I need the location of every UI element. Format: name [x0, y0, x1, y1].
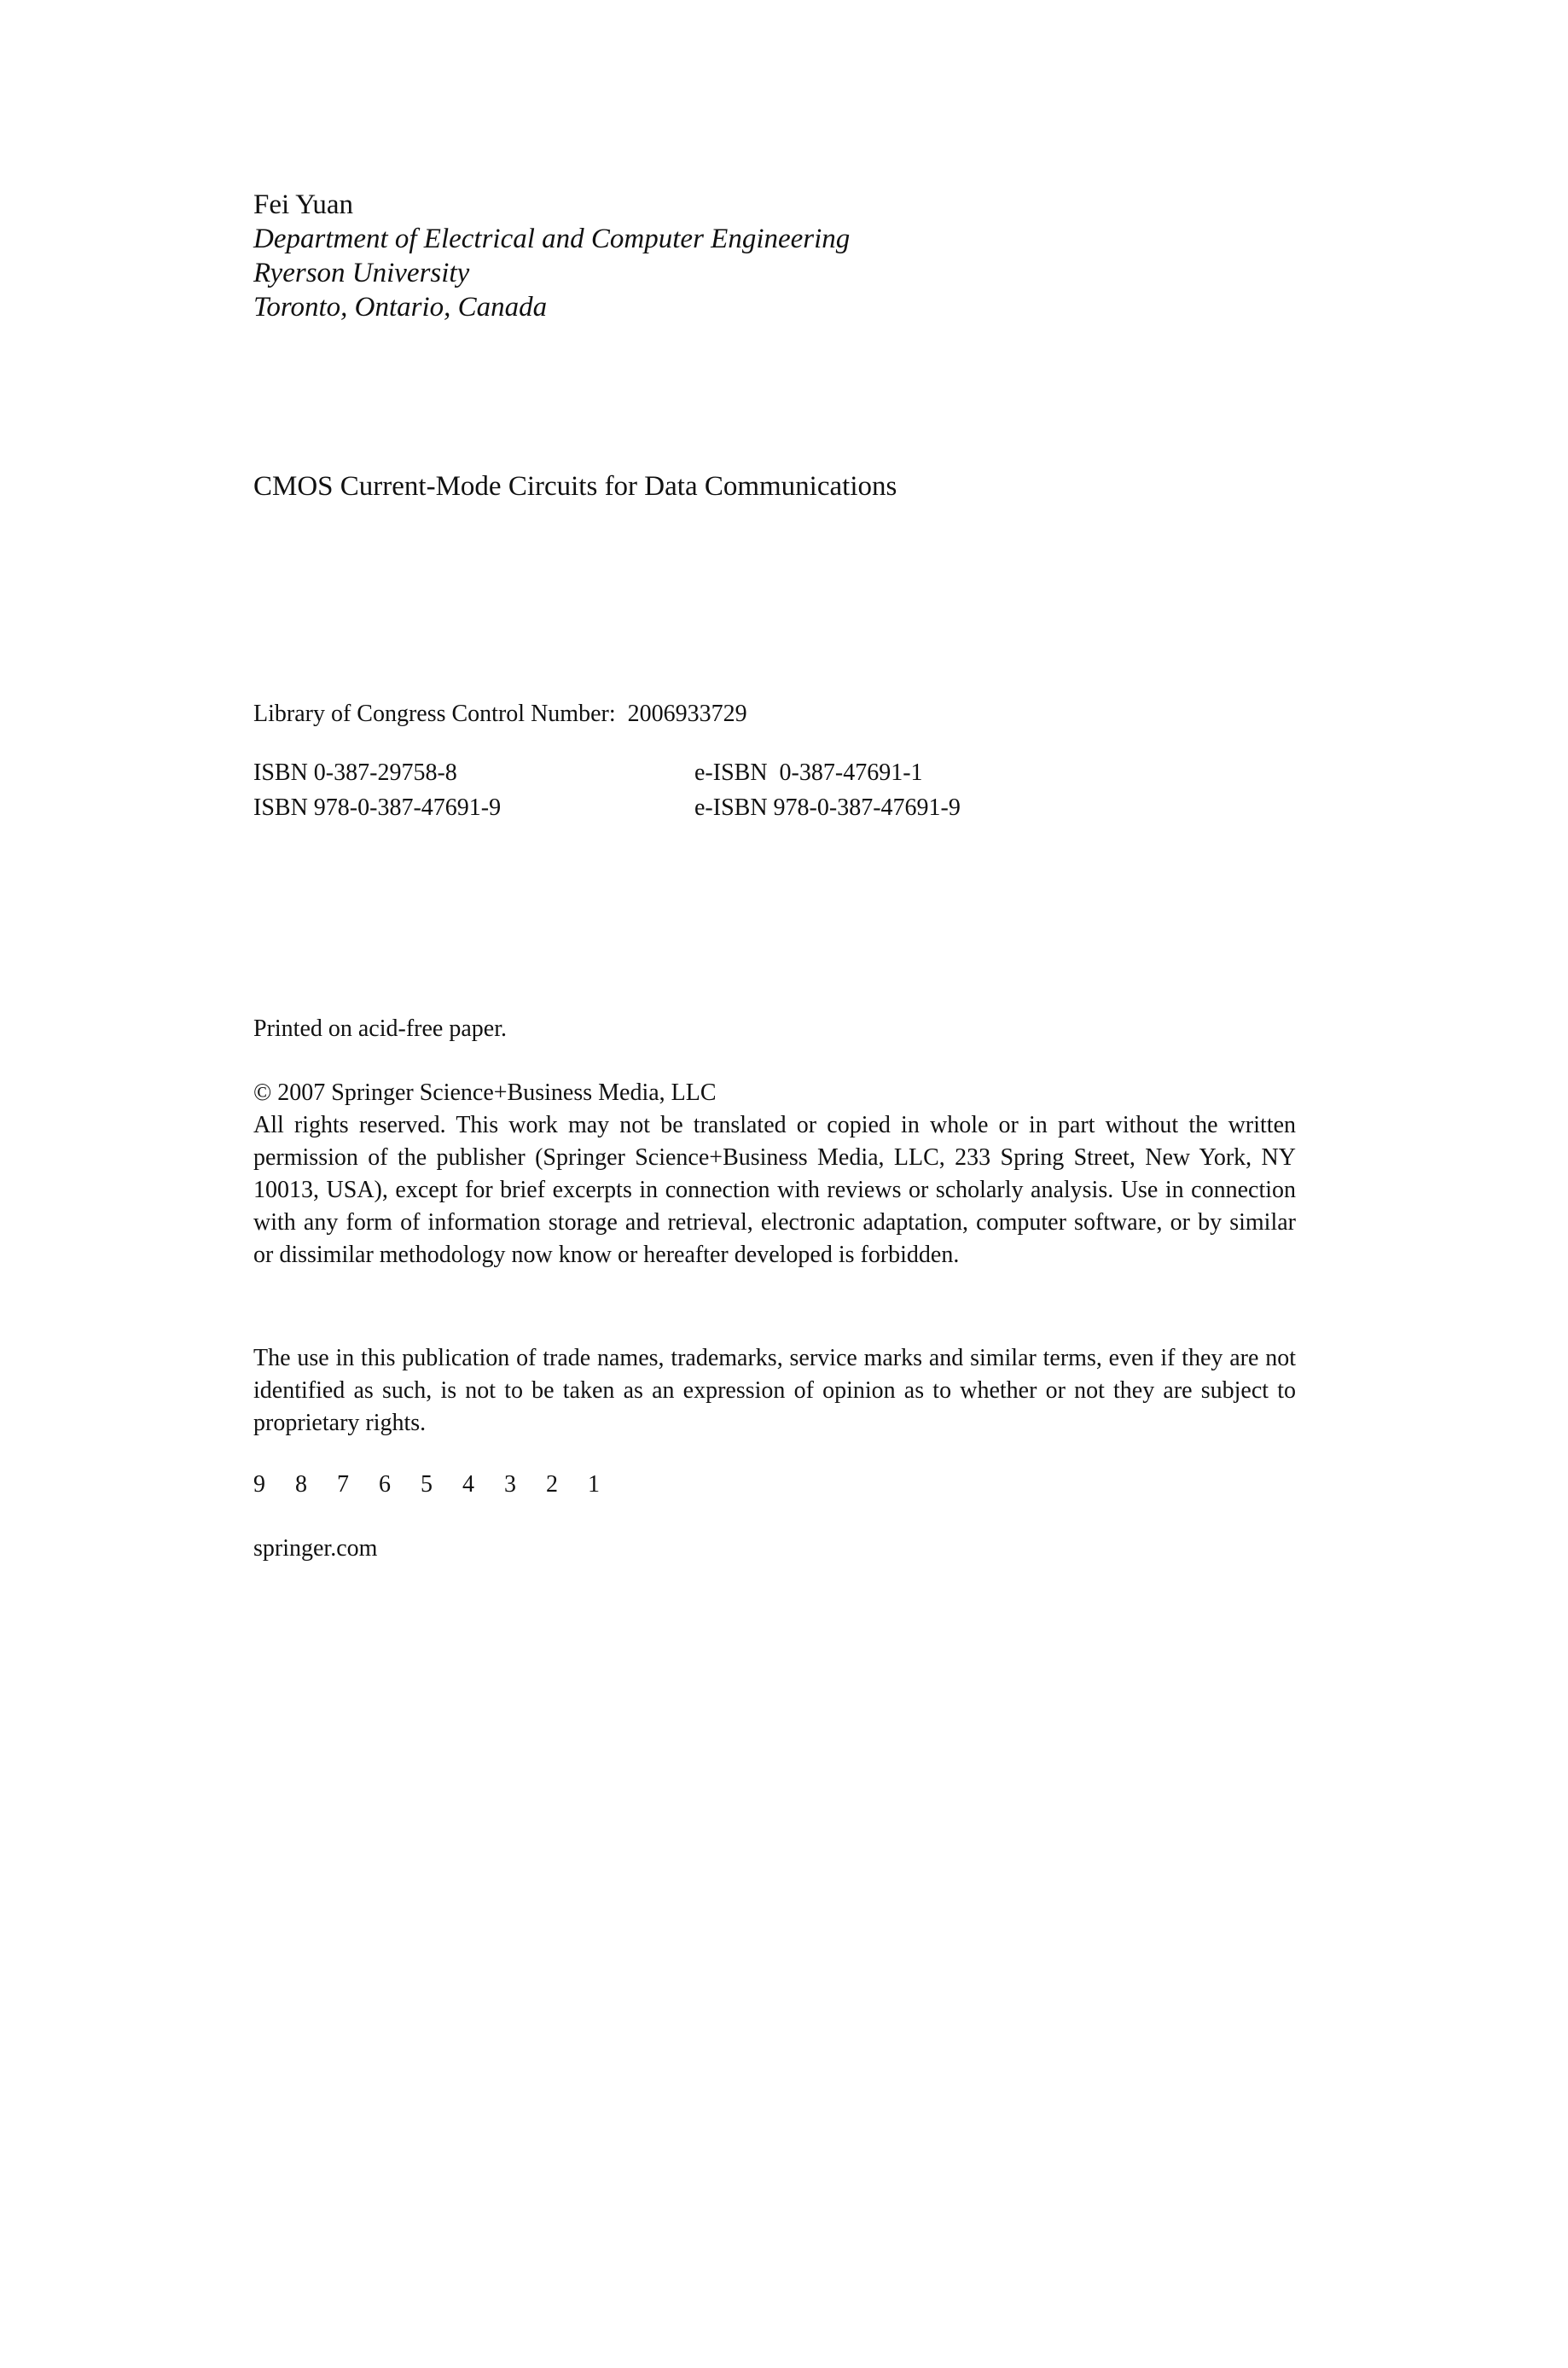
eisbn-10: e-ISBN 0-387-47691-1 — [694, 759, 923, 786]
isbn-row-1 — [253, 757, 1106, 789]
trademark-paragraph: The use in this publication of trade names, trademarks, service marks and similar terms, even if they are not identified as such, is not to be taken as an expression of opinion as to whether or not they are subject to proprietary rights. — [253, 1345, 1296, 1436]
lccn: Library of Congress Control Number: 2006933729 — [253, 701, 747, 727]
author-university: Ryerson University — [253, 258, 470, 288]
website-link: springer.com — [253, 1535, 378, 1562]
isbn-10: ISBN 0-387-29758-8 — [253, 759, 457, 786]
author-name: Fei Yuan — [253, 189, 354, 220]
copyright-line: © 2007 Springer Science+Business Media, LLC — [253, 1079, 717, 1106]
printing-line: 9 8 7 6 5 4 3 2 1 — [253, 1471, 612, 1498]
author-location: Toronto, Ontario, Canada — [253, 292, 548, 323]
isbn-13: ISBN 978-0-387-47691-9 — [253, 794, 502, 821]
isbn-row-2 — [253, 792, 1106, 824]
author-department: Department of Electrical and Computer Engineering — [253, 224, 851, 254]
rights-paragraph: All rights reserved. This work may not be translated or copied in whole or in part without the written permission of the publisher (Springer Science+Business Media, LLC, 233 Spring Street, New York, NY 10013, USA), except for brief excerpts in connection with reviews or scholarly analysis. Use in connection with any form of information storage and retrieval, electronic adaptation, computer software, or by similar or dissimilar methodology now know or hereafter developed is forbidden. — [253, 1112, 1296, 1268]
book-title: CMOS Current-Mode Circuits for Data Communications — [253, 471, 897, 502]
printed-note: Printed on acid-free paper. — [253, 1015, 507, 1042]
eisbn-13: e-ISBN 978-0-387-47691-9 — [694, 794, 961, 821]
